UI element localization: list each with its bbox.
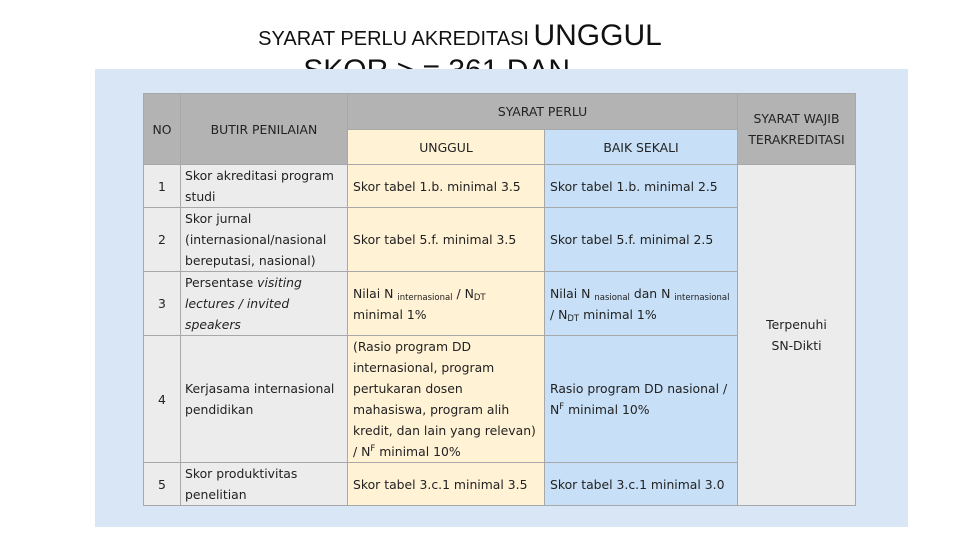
butir-cell: Skor jurnal (internasional/nasional bereputasi, nasional) [181,208,348,272]
butir-cell: Skor akreditasi program studi [181,165,348,208]
row-number: 2 [144,208,181,272]
butir-text: Persentase [185,275,258,290]
unggul-cell: Skor tabel 3.c.1 minimal 3.5 [348,463,545,506]
unggul-cell: Skor tabel 5.f. minimal 3.5 [348,208,545,272]
requirements-table [143,93,856,506]
baik-sekali-cell: Skor tabel 1.b. minimal 2.5 [545,165,738,208]
header-butir-penilaian: BUTIR PENILAIAN [181,94,348,165]
unggul-cell: Skor tabel 1.b. minimal 3.5 [348,165,545,208]
syarat-wajib-value: Terpenuhi SN-Dikti [766,317,827,353]
baik-text: / N [550,306,568,322]
butir-cell: Kerjasama internasional pendidikan [181,336,348,463]
baik-text: minimal 1% [579,306,657,322]
superscript: F [559,402,565,412]
row-number: 5 [144,463,181,506]
baik-sekali-cell [545,336,738,463]
baik-text: minimal 10% [564,402,650,417]
subscript: DT [567,313,580,324]
unggul-cell [348,272,545,336]
butir-cell [181,272,348,336]
header-no: NO [144,94,181,165]
baik-text: Rasio program DD nasional / N [550,381,728,417]
subscript: DT [473,292,486,303]
subscript: internasional [674,292,730,303]
subscript: internasional [397,292,453,303]
unggul-text: minimal 10% [375,444,461,459]
unggul-text: (Rasio program DD internasional, program pertukaran dosen mahasiswa, program alih kredit, dan lain yang relevan) / N [353,339,536,459]
baik-sekali-cell [545,272,738,336]
row-number: 3 [144,272,181,336]
butir-italic-text: visiting lectures / invited speakers [185,275,302,332]
syarat-wajib-cell [738,165,856,506]
butir-cell: Skor produktivitas penelitian [181,463,348,506]
unggul-cell [348,336,545,463]
header-syarat-wajib: SYARAT WAJIB TERAKREDITASI [738,94,856,165]
header-unggul: UNGGUL [348,130,545,165]
subscript: nasional [594,292,630,303]
baik-sekali-cell: Skor tabel 3.c.1 minimal 3.0 [545,463,738,506]
row-number: 1 [144,165,181,208]
row-number: 4 [144,336,181,463]
baik-sekali-cell: Skor tabel 5.f. minimal 2.5 [545,208,738,272]
baik-text: Nilai N [550,285,595,301]
header-baik-sekali: BAIK SEKALI [545,130,738,165]
title-emphasis: UNGGUL [533,19,662,52]
unggul-text: / N [452,285,474,301]
slide-title-line1 [0,18,920,59]
unggul-text: Nilai N [353,285,398,301]
table-row [144,165,856,208]
superscript: F [370,444,376,454]
header-syarat-perlu: SYARAT PERLU [348,94,738,130]
baik-text: dan N [629,285,675,301]
unggul-text: minimal 1% [353,306,427,322]
title-prefix: SYARAT PERLU AKREDITASI [258,28,529,50]
